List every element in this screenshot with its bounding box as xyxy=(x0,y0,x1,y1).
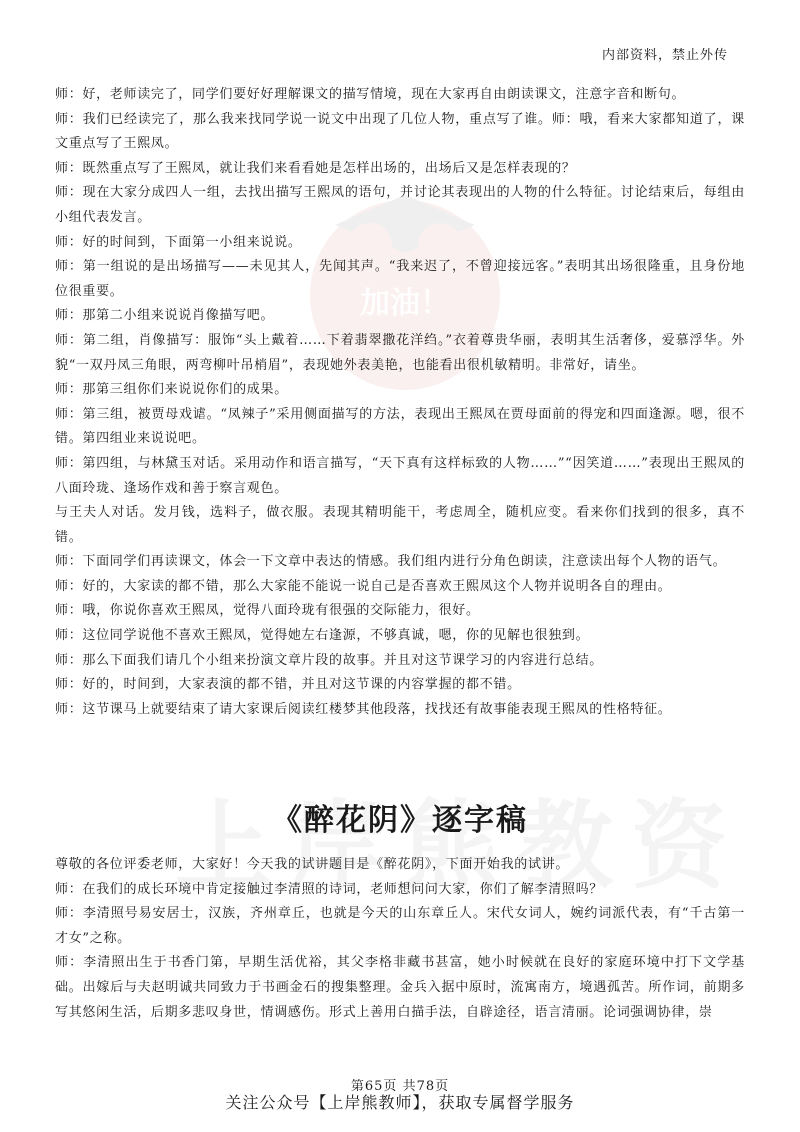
paragraph: 师：这位同学说他不喜欢王熙凤，觉得她左右逢源，不够真诚，嗯，你的见解也很独到。 xyxy=(55,628,590,644)
paragraph: 师：我们已经读完了，那么我来找同学说一说文中出现了几位人物，重点写了谁。师：哦，看来大家都知道了，课文重点写了王熙凤。 xyxy=(55,111,745,152)
mascot-badge-text: 加油！ xyxy=(360,286,450,321)
paragraph: 师：那第二小组来说说肖像描写吧。 xyxy=(55,308,275,324)
paragraph: 师：第一组说的是出场描写——未见其人，先闻其声。“我来迟了，不曾迎接远客。”表明其出场很隆重，且身份地位很重要。 xyxy=(55,259,745,299)
paragraph: 与王夫人对话。发月钱，选料子，做衣服。表现其精明能干，考虑周全，随机应变。看来你们找到的很多，真不错。 xyxy=(55,505,745,545)
paragraph: 师：在我们的成长环境中肯定接触过李清照的诗词，老师想问问大家，你们了解李清照吗？ xyxy=(55,881,604,897)
paragraph: 师：李清照出生于书香门第，早期生活优裕，其父李格非藏书甚富，她小时候就在良好的家庭环境中打下文学基础。出嫁后与夫赵明诚共同致力于书画金石的搜集整理。金兵入据中原时，流寓南方，境遇孤苦。所作词，前期多写其悠闲生活，后期多悲叹身世，情调感伤。形式上善用白描手法，自辟途径，语言清丽。论词强调协律，崇 xyxy=(55,955,745,1020)
paragraph: 师：好的，时间到，大家表演的都不错，并且对这节课的内容掌握的都不错。 xyxy=(55,677,521,693)
paragraph: 师：既然重点写了王熙凤，就让我们来看看她是怎样出场的，出场后又是怎样表现的？ xyxy=(55,160,576,176)
paragraph: 师：这节课马上就要结束了请大家课后阅读红楼梦其他段落，找找还有故事能表现王熙凤的性格特征。 xyxy=(55,701,672,717)
paragraph: 师：李清照号易安居士，汉族，齐州章丘，也就是今天的山东章丘人。宋代女词人，婉约词派代表，有“千古第一才女”之称。 xyxy=(55,906,745,946)
paragraph: 师：现在大家分成四人一组，去找出描写王熙凤的语句，并讨论其表现出的人物的什么特征。讨论结束后，每组由小组代表发言。 xyxy=(55,185,745,225)
paragraph: 师：第四组，与林黛玉对话。采用动作和语言描写，“天下真有这样标致的人物……”“因笑道……”表现出王熙凤的八面玲珑、逢场作戏和善于察言观色。 xyxy=(55,455,745,496)
paragraph: 师：好的，大家读的都不错，那么大家能不能说一说自己是否喜欢王熙凤这个人物并说明各自的理由。 xyxy=(55,578,672,594)
paragraph: 师：哦，你说你喜欢王熙凤，觉得八面玲珑有很强的交际能力，很好。 xyxy=(55,603,480,619)
paragraph: 师：好，老师读完了，同学们要好好理解课文的描写情境，现在大家再自由朗读课文，注意字音和断句。 xyxy=(55,87,686,102)
footer-promo: 关注公众号【上岸熊教师】，获取专属督学服务 xyxy=(225,1093,575,1112)
section-title: 《醉花阴》逐字稿 xyxy=(272,803,528,838)
page-number: 第65页 共78页 xyxy=(350,1079,450,1094)
paragraph: 师：那第三组你们来说说你们的成果。 xyxy=(55,382,288,398)
paragraph: 师：第二组，肖像描写：服饰“头上戴着……下着翡翠撒花洋绉。”衣着尊贵华丽，表明其生活奢侈，爱慕浮华。外貌“一双丹凤三角眼，两弯柳叶吊梢眉”，表现她外表美艳，也能看出很机敏精明。非常好，请坐。 xyxy=(55,332,745,373)
trial-lecture-transcript xyxy=(55,853,745,1025)
confidential-note: 内部资料，禁止外传 xyxy=(601,48,728,63)
paragraph: 师：好的时间到，下面第一小组来说说。 xyxy=(55,234,302,250)
lesson-transcript xyxy=(55,83,745,722)
paragraph: 尊敬的各位评委老师，大家好！今天我的试讲题目是《醉花阴》，下面开始我的试讲。 xyxy=(55,857,570,872)
paragraph: 师：下面同学们再读课文，体会一下文章中表达的情感。我们组内进行分角色朗读，注意读出每个人物的语气。 xyxy=(55,554,727,570)
paragraph: 师：第三组，被贾母戏谑。“凤辣子”采用侧面描写的方法，表现出王熙凤在贾母面前的得宠和四面逢源。嗯，很不错。第四组业来说说吧。 xyxy=(55,406,745,447)
paragraph: 师：那么下面我们请几个小组来扮演文章片段的故事。并且对这节课学习的内容进行总结。 xyxy=(55,652,604,668)
